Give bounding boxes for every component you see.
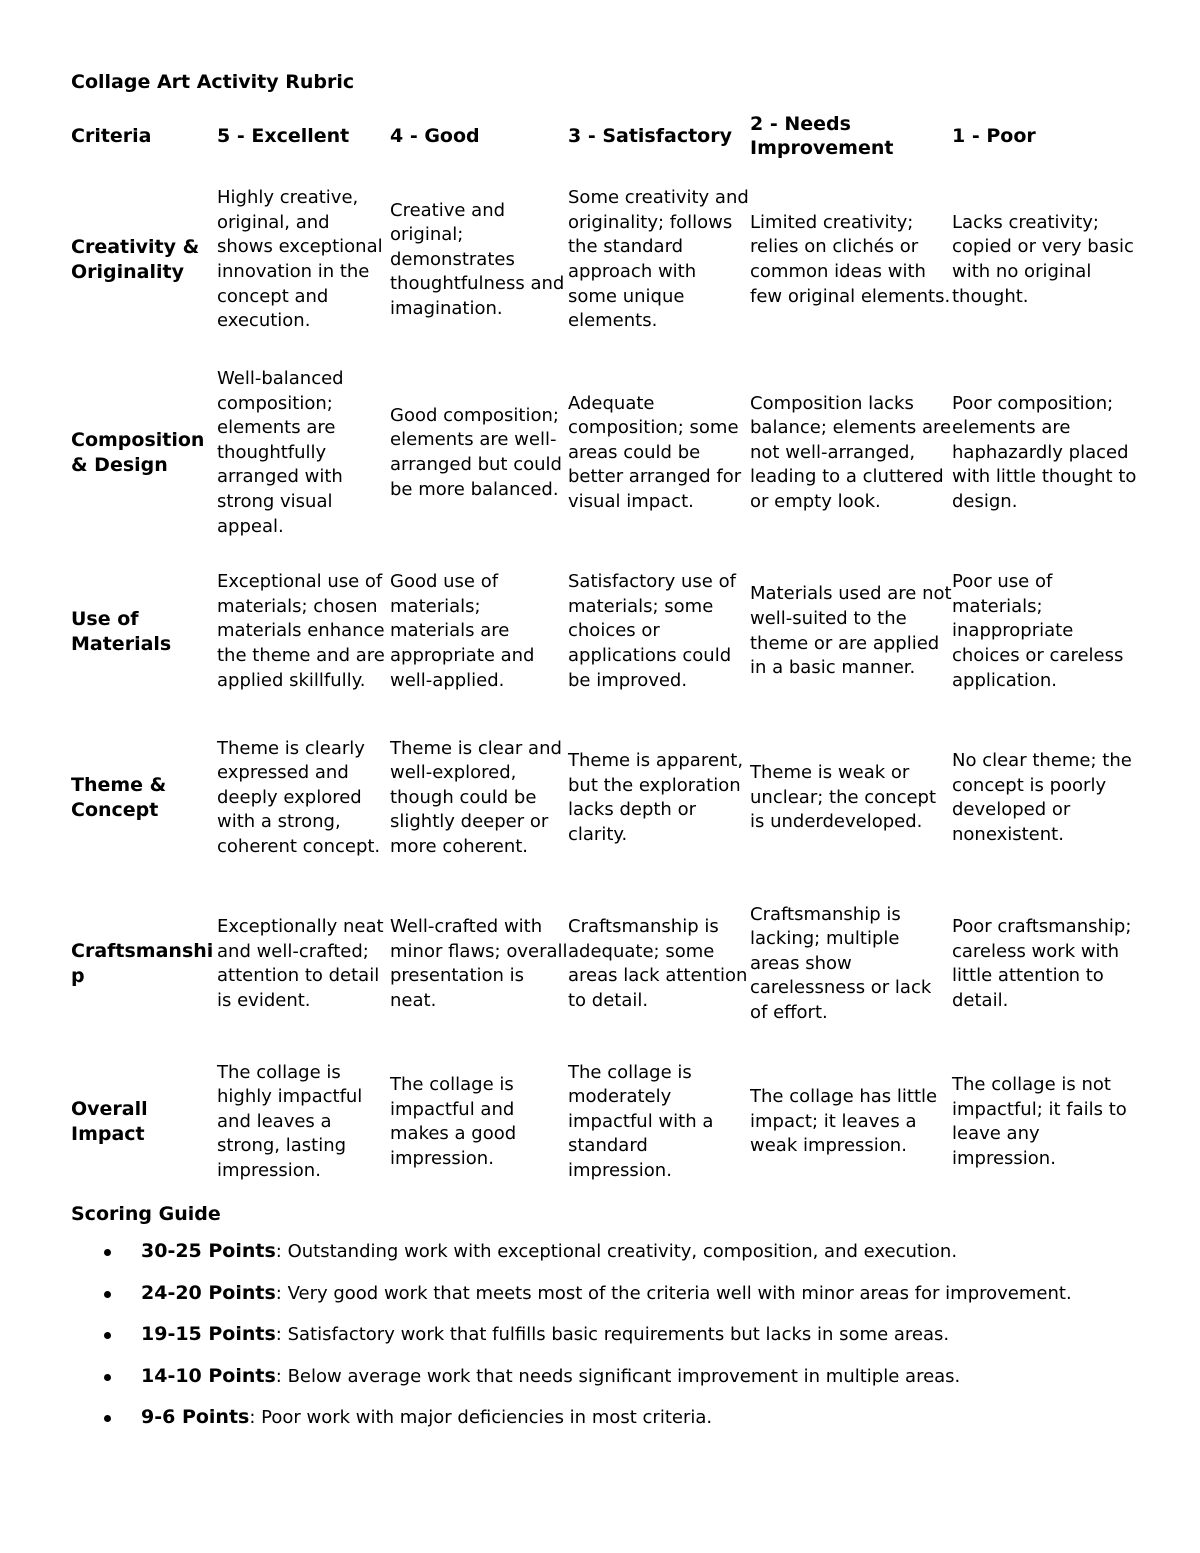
table-cell: Poor craftsmanship; careless work with little attention to detail. — [952, 915, 1132, 1011]
points-range: 30-25 Points — [141, 1240, 276, 1262]
scoring-guide-list — [71, 1239, 1081, 1447]
rubric-table — [71, 110, 1141, 1197]
table-cell: Creative and original; demonstrates thoughtfulness and imagination. — [390, 199, 565, 319]
list-item — [71, 1405, 1081, 1431]
list-item — [71, 1239, 1081, 1265]
bullet-icon — [104, 1291, 111, 1298]
criterion-label: Use of Materials — [71, 607, 172, 655]
table-cell: Theme is clear and well-explored, though could be slightly deeper or more coherent. — [390, 737, 562, 858]
table-cell: Poor use of materials; inappropriate choices or careless application. — [952, 571, 1124, 691]
header-excellent: 5 - Excellent — [217, 125, 350, 147]
points-description: : Satisfactory work that fulfills basic requirements but lacks in some areas. — [275, 1324, 950, 1345]
table-row — [71, 881, 1141, 1047]
table-cell: The collage is not impactful; it fails to leave any impression. — [952, 1073, 1127, 1169]
list-item — [71, 1322, 1081, 1348]
points-range: 9-6 Points — [141, 1406, 250, 1428]
list-item — [71, 1364, 1081, 1390]
table-cell: Lacks creativity; copied or very basic with no original thought. — [952, 211, 1134, 307]
table-cell: Good composition; elements are well-arranged but could be more balanced. — [390, 404, 562, 500]
scoring-guide-title: Scoring Guide — [71, 1203, 221, 1225]
criterion-label: Overall Impact — [71, 1098, 148, 1146]
document-title: Collage Art Activity Rubric — [71, 71, 355, 93]
table-cell: Good use of materials; materials are appropriate and well-applied. — [390, 571, 535, 691]
table-row — [71, 1047, 1141, 1197]
bullet-icon — [104, 1332, 111, 1339]
table-cell: The collage has little impact; it leaves a weak impression. — [750, 1086, 938, 1157]
criterion-label: Theme & Concept — [71, 774, 167, 822]
table-cell: No clear theme; the concept is poorly developed or nonexistent. — [952, 749, 1132, 845]
table-row — [71, 162, 1141, 358]
points-range: 14-10 Points — [141, 1364, 276, 1387]
table-cell: The collage is highly impactful and leaves a strong, lasting impression. — [217, 1061, 363, 1182]
table-cell: Composition lacks balance; elements are not well-arranged, leading to a cluttered or empty look. — [750, 392, 952, 512]
table-cell: Adequate composition; some areas could be better arranged for visual impact. — [568, 392, 742, 512]
criterion-label: Composition & Design — [71, 429, 205, 477]
table-cell: Craftsmanship is adequate; some areas lack attention to detail. — [568, 915, 748, 1011]
table-cell: Exceptional use of materials; chosen materials enhance the theme and are applied skillfully. — [217, 571, 385, 691]
header-good: 4 - Good — [390, 125, 480, 147]
table-cell: Theme is weak or unclear; the concept is underdeveloped. — [750, 762, 937, 833]
list-item — [71, 1281, 1081, 1307]
header-criteria: Criteria — [71, 125, 152, 147]
table-cell: Poor composition; elements are haphazardly placed with little thought to design. — [952, 392, 1137, 512]
table-cell: Exceptionally neat and well-crafted; attention to detail is evident. — [217, 915, 384, 1011]
bullet-icon — [104, 1415, 111, 1422]
bullet-icon — [104, 1249, 111, 1256]
table-cell: Highly creative, original, and shows exceptional innovation in the concept and execution. — [217, 187, 383, 332]
table-cell: Well-crafted with minor flaws; overall presentation is neat. — [390, 915, 568, 1011]
table-row — [71, 715, 1141, 881]
bullet-icon — [104, 1374, 111, 1381]
table-row — [71, 358, 1141, 548]
table-cell: The collage is moderately impactful with a standard impression. — [568, 1061, 714, 1182]
table-cell: Theme is clearly expressed and deeply explored with a strong, coherent concept. — [217, 737, 381, 858]
table-cell: Craftsmanship is lacking; multiple areas show carelessness or lack of effort. — [750, 903, 932, 1024]
table-cell: The collage is impactful and makes a good impression. — [390, 1073, 517, 1169]
points-range: 19-15 Points — [141, 1323, 276, 1345]
table-cell: Satisfactory use of materials; some choices or applications could be improved. — [568, 571, 736, 691]
table-cell: Some creativity and originality; follows the standard approach with some unique elements. — [568, 187, 749, 332]
table-cell: Materials used are not well-suited to the theme or are applied in a basic manner. — [750, 583, 952, 679]
criterion-label: Creativity & Originality — [71, 236, 200, 283]
header-needs-improvement: 2 - Needs Improvement — [750, 113, 894, 159]
header-satisfactory: 3 - Satisfactory — [568, 125, 732, 147]
table-row — [71, 548, 1141, 715]
table-cell: Well-balanced composition; elements are thoughtfully arranged with strong visual appeal. — [217, 368, 344, 537]
table-cell: Limited creativity; relies on clichés or common ideas with few original elements. — [750, 211, 951, 307]
criterion-label: Craftsmanship — [71, 940, 214, 988]
points-description: : Poor work with major deficiencies in most criteria. — [249, 1407, 713, 1428]
header-row — [71, 110, 1141, 162]
points-description: : Very good work that meets most of the criteria well with minor areas for improvement. — [275, 1282, 1072, 1304]
header-poor: 1 - Poor — [952, 125, 1036, 147]
points-description: : Outstanding work with exceptional creativity, composition, and execution. — [275, 1241, 958, 1262]
points-description: : Below average work that needs significant improvement in multiple areas. — [275, 1365, 961, 1387]
points-range: 24-20 Points — [141, 1281, 276, 1304]
table-cell: Theme is apparent, but the exploration lacks depth or clarity. — [568, 749, 744, 845]
